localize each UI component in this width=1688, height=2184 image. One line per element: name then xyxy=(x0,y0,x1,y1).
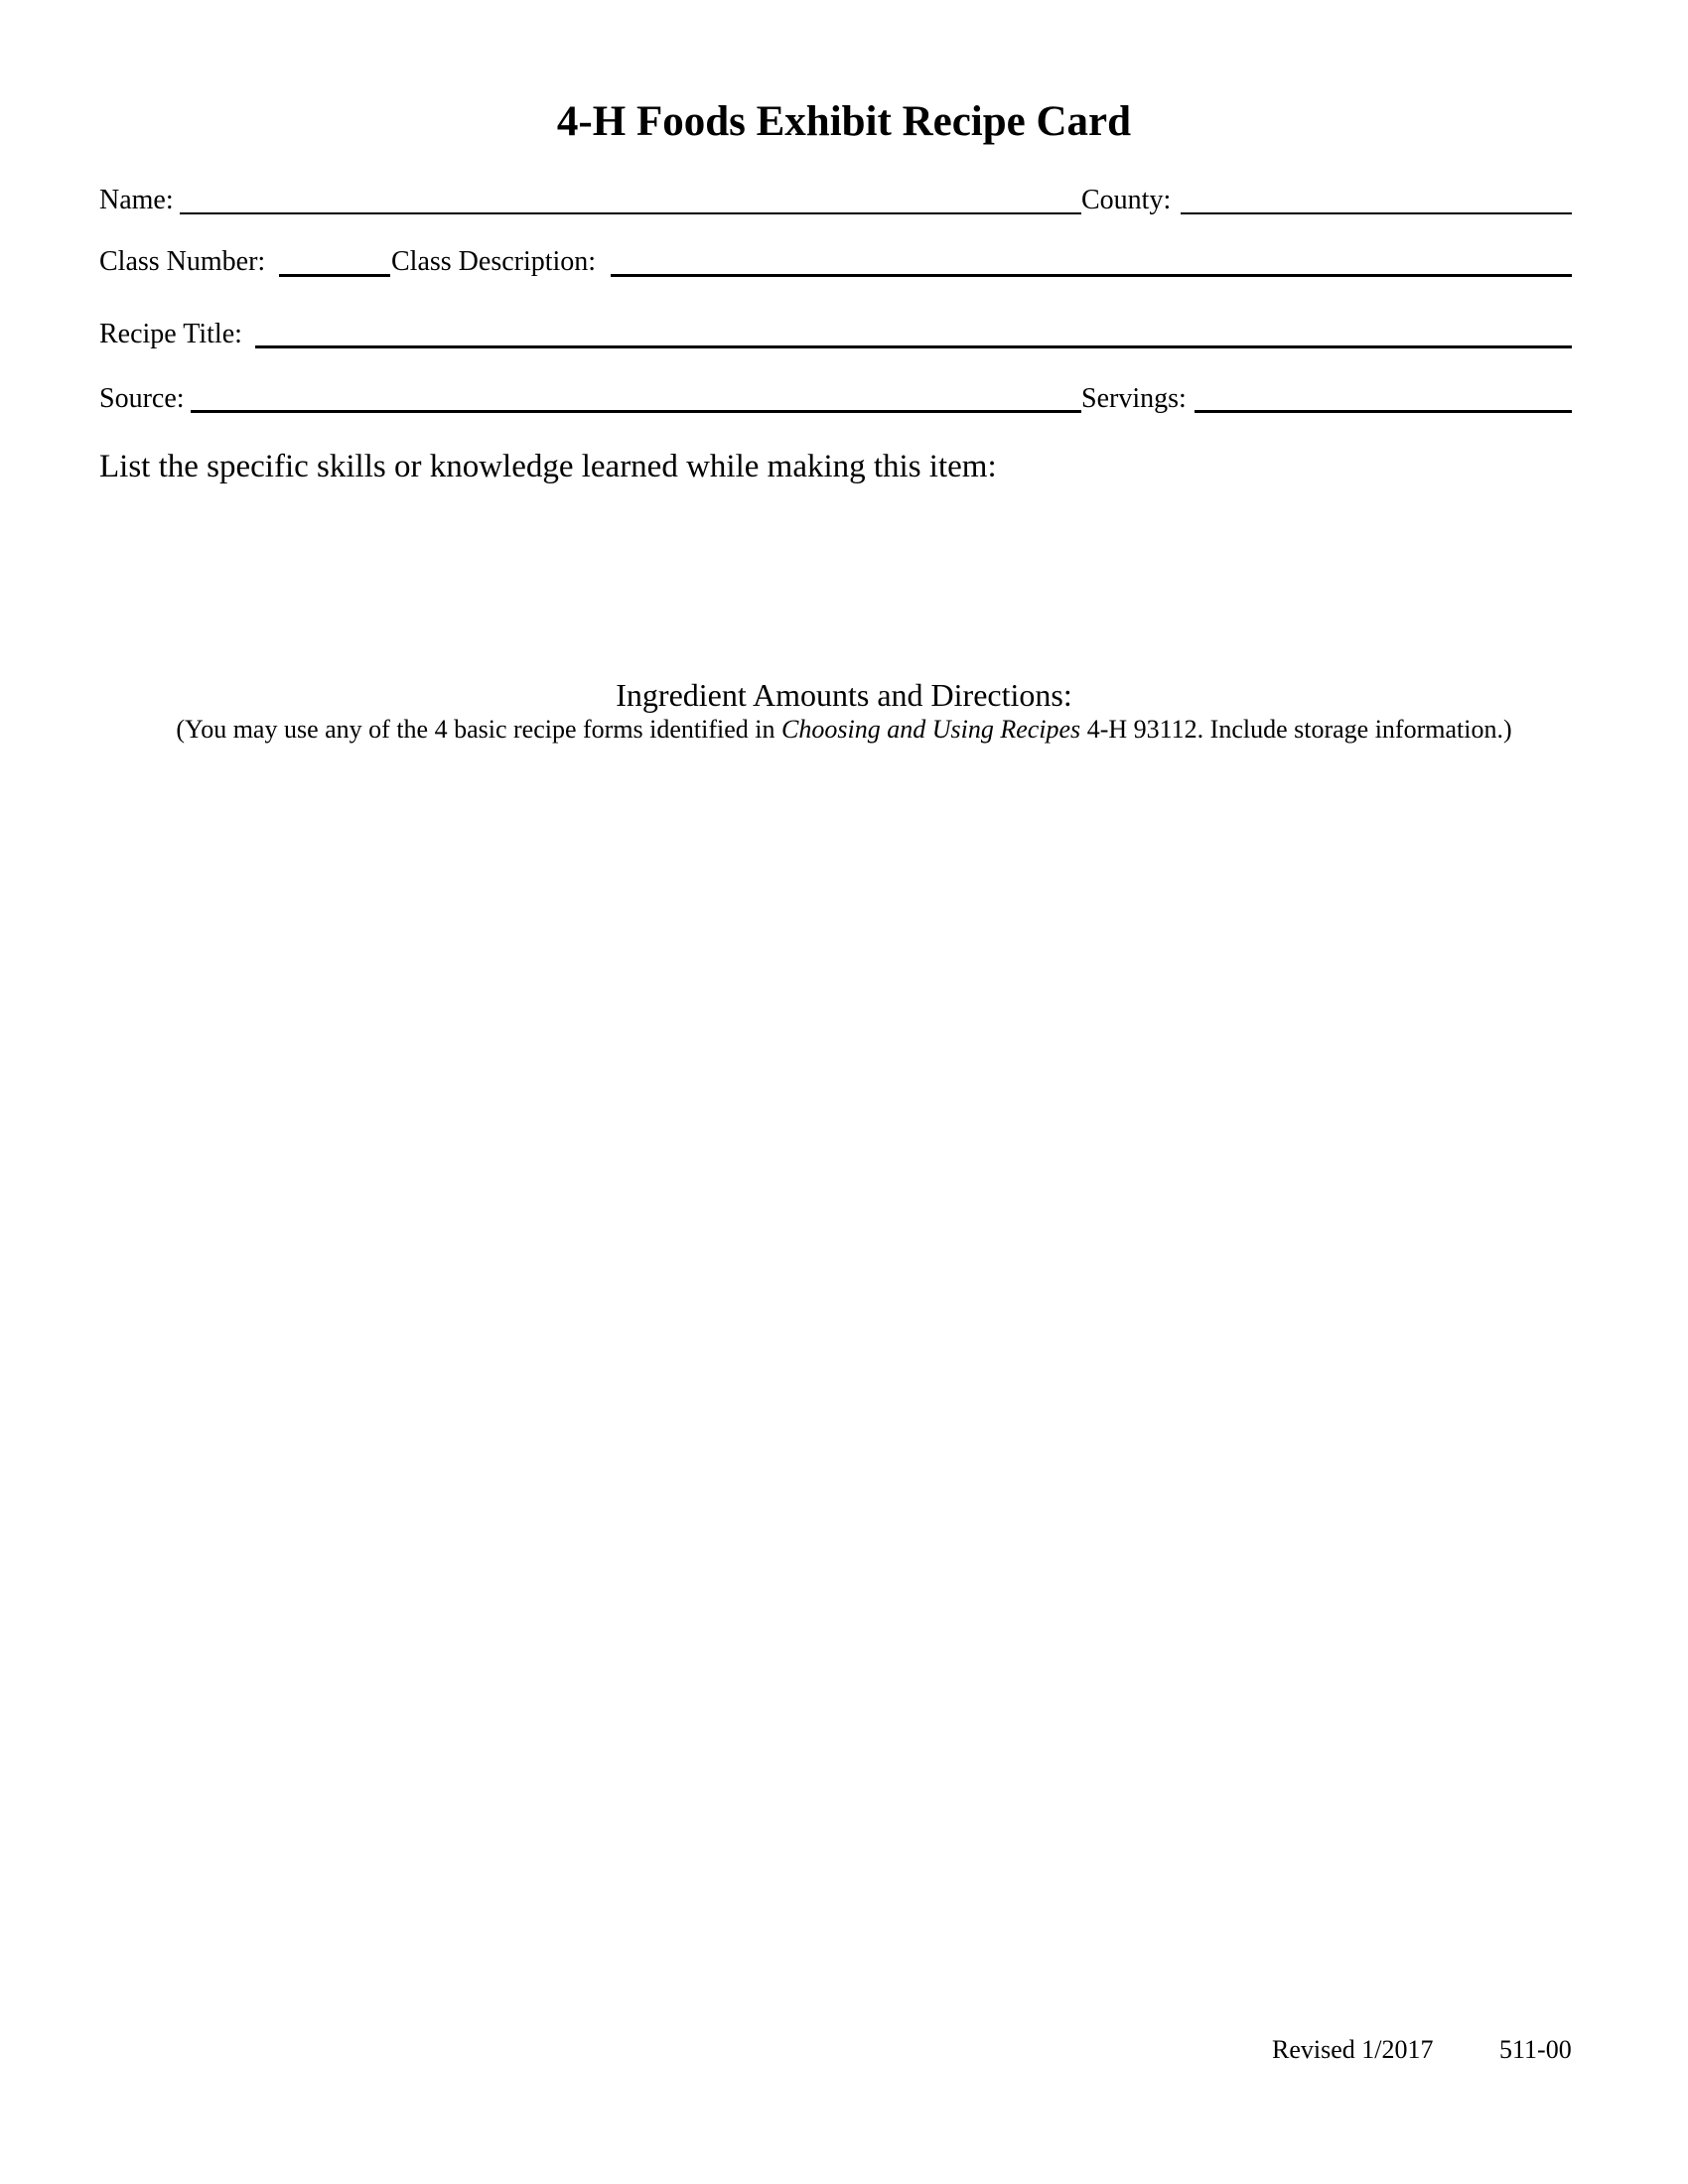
county-label: County: xyxy=(1081,185,1172,215)
class-description-field[interactable] xyxy=(614,244,1573,278)
name-field[interactable] xyxy=(184,183,1081,216)
ingredients-heading: Ingredient Amounts and Directions: xyxy=(616,677,1072,713)
class-number-label: Class Number: xyxy=(99,246,266,277)
publication-title: Choosing and Using Recipes xyxy=(781,715,1081,744)
class-number-field[interactable] xyxy=(281,244,392,278)
note-text: (You may use any of the 4 basic recipe forms identified in xyxy=(176,715,782,744)
source-field[interactable] xyxy=(194,380,1081,414)
ingredients-note xyxy=(0,715,1688,745)
recipe-title-field[interactable] xyxy=(258,316,1573,349)
servings-label: Servings: xyxy=(1081,383,1187,414)
servings-field[interactable] xyxy=(1197,380,1573,414)
class-description-label: Class Description: xyxy=(391,246,597,277)
county-field[interactable] xyxy=(1184,183,1573,216)
page-title: 4-H Foods Exhibit Recipe Card xyxy=(556,98,1132,145)
source-label: Source: xyxy=(99,383,185,414)
recipe-title-label: Recipe Title: xyxy=(99,319,242,349)
form-number: 511-00 xyxy=(1499,2035,1572,2064)
revised-date: Revised 1/2017 xyxy=(1272,2035,1434,2064)
note-text-end: 4-H 93112. Include storage information.) xyxy=(1080,715,1512,744)
name-label: Name: xyxy=(99,185,174,215)
skills-prompt: List the specific skills or knowledge learned while making this item: xyxy=(99,449,997,484)
